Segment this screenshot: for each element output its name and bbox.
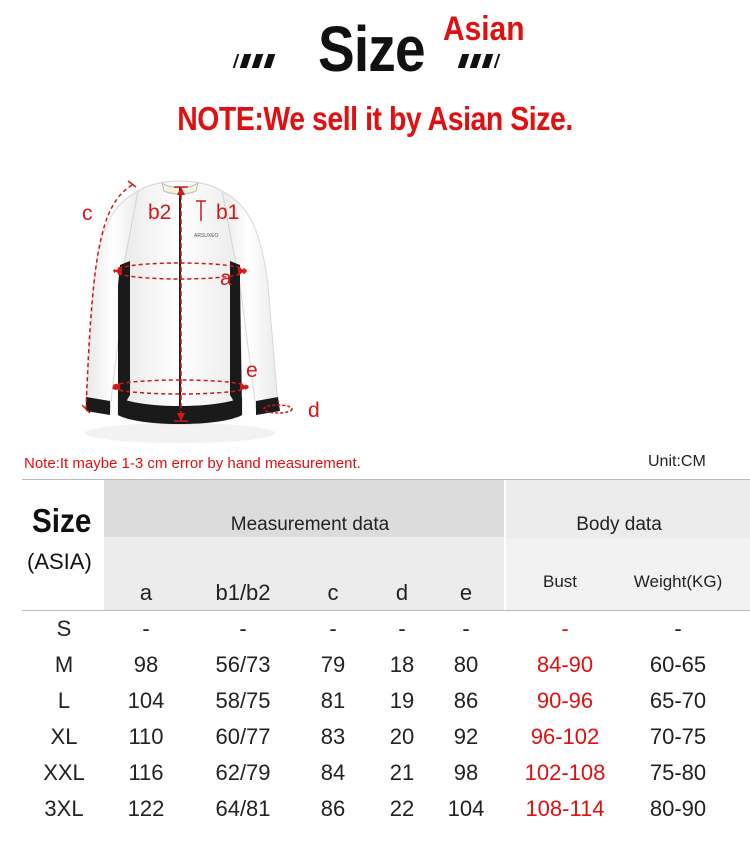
d-cell: 18 — [389, 652, 415, 677]
weight-cell: 65-70 — [649, 688, 707, 713]
a-cell: 116 — [128, 760, 164, 785]
size-cell: XL — [50, 724, 78, 749]
page-title: Size — [318, 13, 425, 85]
e-cell: 98 — [453, 760, 479, 785]
bust-cell: 84-90 — [536, 652, 594, 677]
d-cell: 20 — [389, 724, 415, 749]
b1-b2-cell: 64/81 — [215, 796, 271, 821]
asian-size-note: NOTE:We sell it by Asian Size. — [177, 100, 573, 137]
c-cell: 79 — [320, 652, 346, 677]
column-header-weight: Weight(KG) — [633, 572, 723, 591]
d-cell: 19 — [389, 688, 415, 713]
e-cell: 86 — [453, 688, 479, 713]
size-column-subtitle: (ASIA) — [27, 549, 92, 574]
weight-cell: 60-65 — [649, 652, 707, 677]
size-cell: L — [57, 688, 71, 713]
label-b1: b1 — [216, 201, 240, 224]
b1-b2-cell: 62/79 — [215, 760, 271, 785]
weight-cell: 75-80 — [649, 760, 707, 785]
a-cell: - — [142, 616, 150, 641]
size-column-title: Size — [32, 502, 92, 539]
size-cell: S — [56, 616, 72, 641]
table-row — [0, 755, 750, 791]
b1-b2-cell: 56/73 — [215, 652, 271, 677]
c-cell: 84 — [320, 760, 346, 785]
label-c: c — [82, 202, 93, 225]
weight-cell: - — [674, 616, 682, 641]
c-cell: - — [329, 616, 337, 641]
d-cell: - — [398, 616, 406, 641]
table-row — [0, 683, 750, 719]
size-cell: XXL — [43, 760, 85, 785]
c-cell: 86 — [320, 796, 346, 821]
a-cell: 104 — [127, 688, 165, 713]
table-row — [0, 611, 750, 647]
b1-b2-cell: 60/77 — [215, 724, 271, 749]
e-cell: 104 — [447, 796, 485, 821]
a-cell: 110 — [128, 724, 164, 749]
column-header-d: d — [395, 580, 409, 605]
size-table — [0, 478, 750, 855]
b1-b2-cell: 58/75 — [215, 688, 271, 713]
column-header-b1-b2: b1/b2 — [215, 580, 271, 605]
bust-cell: 102-108 — [524, 760, 606, 785]
jersey-measurement-diagram — [70, 165, 370, 455]
title-superscript: Asian — [443, 10, 525, 48]
column-header-bust: Bust — [542, 572, 578, 591]
table-row — [0, 791, 750, 827]
b1-b2-cell: - — [239, 616, 247, 641]
measurement-error-note: Note:It maybe 1-3 cm error by hand measurement. — [24, 455, 361, 472]
column-header-e: e — [459, 580, 473, 605]
label-b2: b2 — [148, 201, 172, 224]
unit-label: Unit:CM — [648, 453, 706, 470]
decorative-slashes-left — [235, 54, 273, 68]
title-block — [0, 0, 750, 95]
bust-cell: 96-102 — [530, 724, 600, 749]
a-cell: 98 — [133, 652, 159, 677]
decorative-slashes-right — [460, 54, 498, 68]
measurement-data-title: Measurement data — [230, 514, 390, 535]
weight-cell: 80-90 — [649, 796, 707, 821]
e-cell: 92 — [453, 724, 479, 749]
bust-cell: - — [561, 616, 569, 641]
size-cell: 3XL — [44, 796, 84, 821]
e-cell: 80 — [453, 652, 479, 677]
d-cell: 21 — [389, 760, 415, 785]
label-d: d — [308, 399, 320, 422]
column-header-c: c — [327, 580, 339, 605]
table-row — [0, 647, 750, 683]
c-cell: 83 — [320, 724, 346, 749]
e-cell: - — [462, 616, 470, 641]
d-cell: 22 — [389, 796, 415, 821]
a-cell: 122 — [127, 796, 165, 821]
column-header-a: a — [139, 580, 153, 605]
body-data-title: Body data — [576, 514, 662, 535]
bust-cell: 108-114 — [525, 796, 605, 821]
svg-text:ARSUXEO: ARSUXEO — [194, 233, 219, 239]
size-cell: M — [54, 652, 74, 677]
weight-cell: 70-75 — [649, 724, 707, 749]
label-a: a — [220, 267, 232, 290]
bust-cell: 90-96 — [536, 688, 594, 713]
table-row — [0, 719, 750, 755]
c-cell: 81 — [320, 688, 346, 713]
label-e: e — [246, 359, 258, 382]
